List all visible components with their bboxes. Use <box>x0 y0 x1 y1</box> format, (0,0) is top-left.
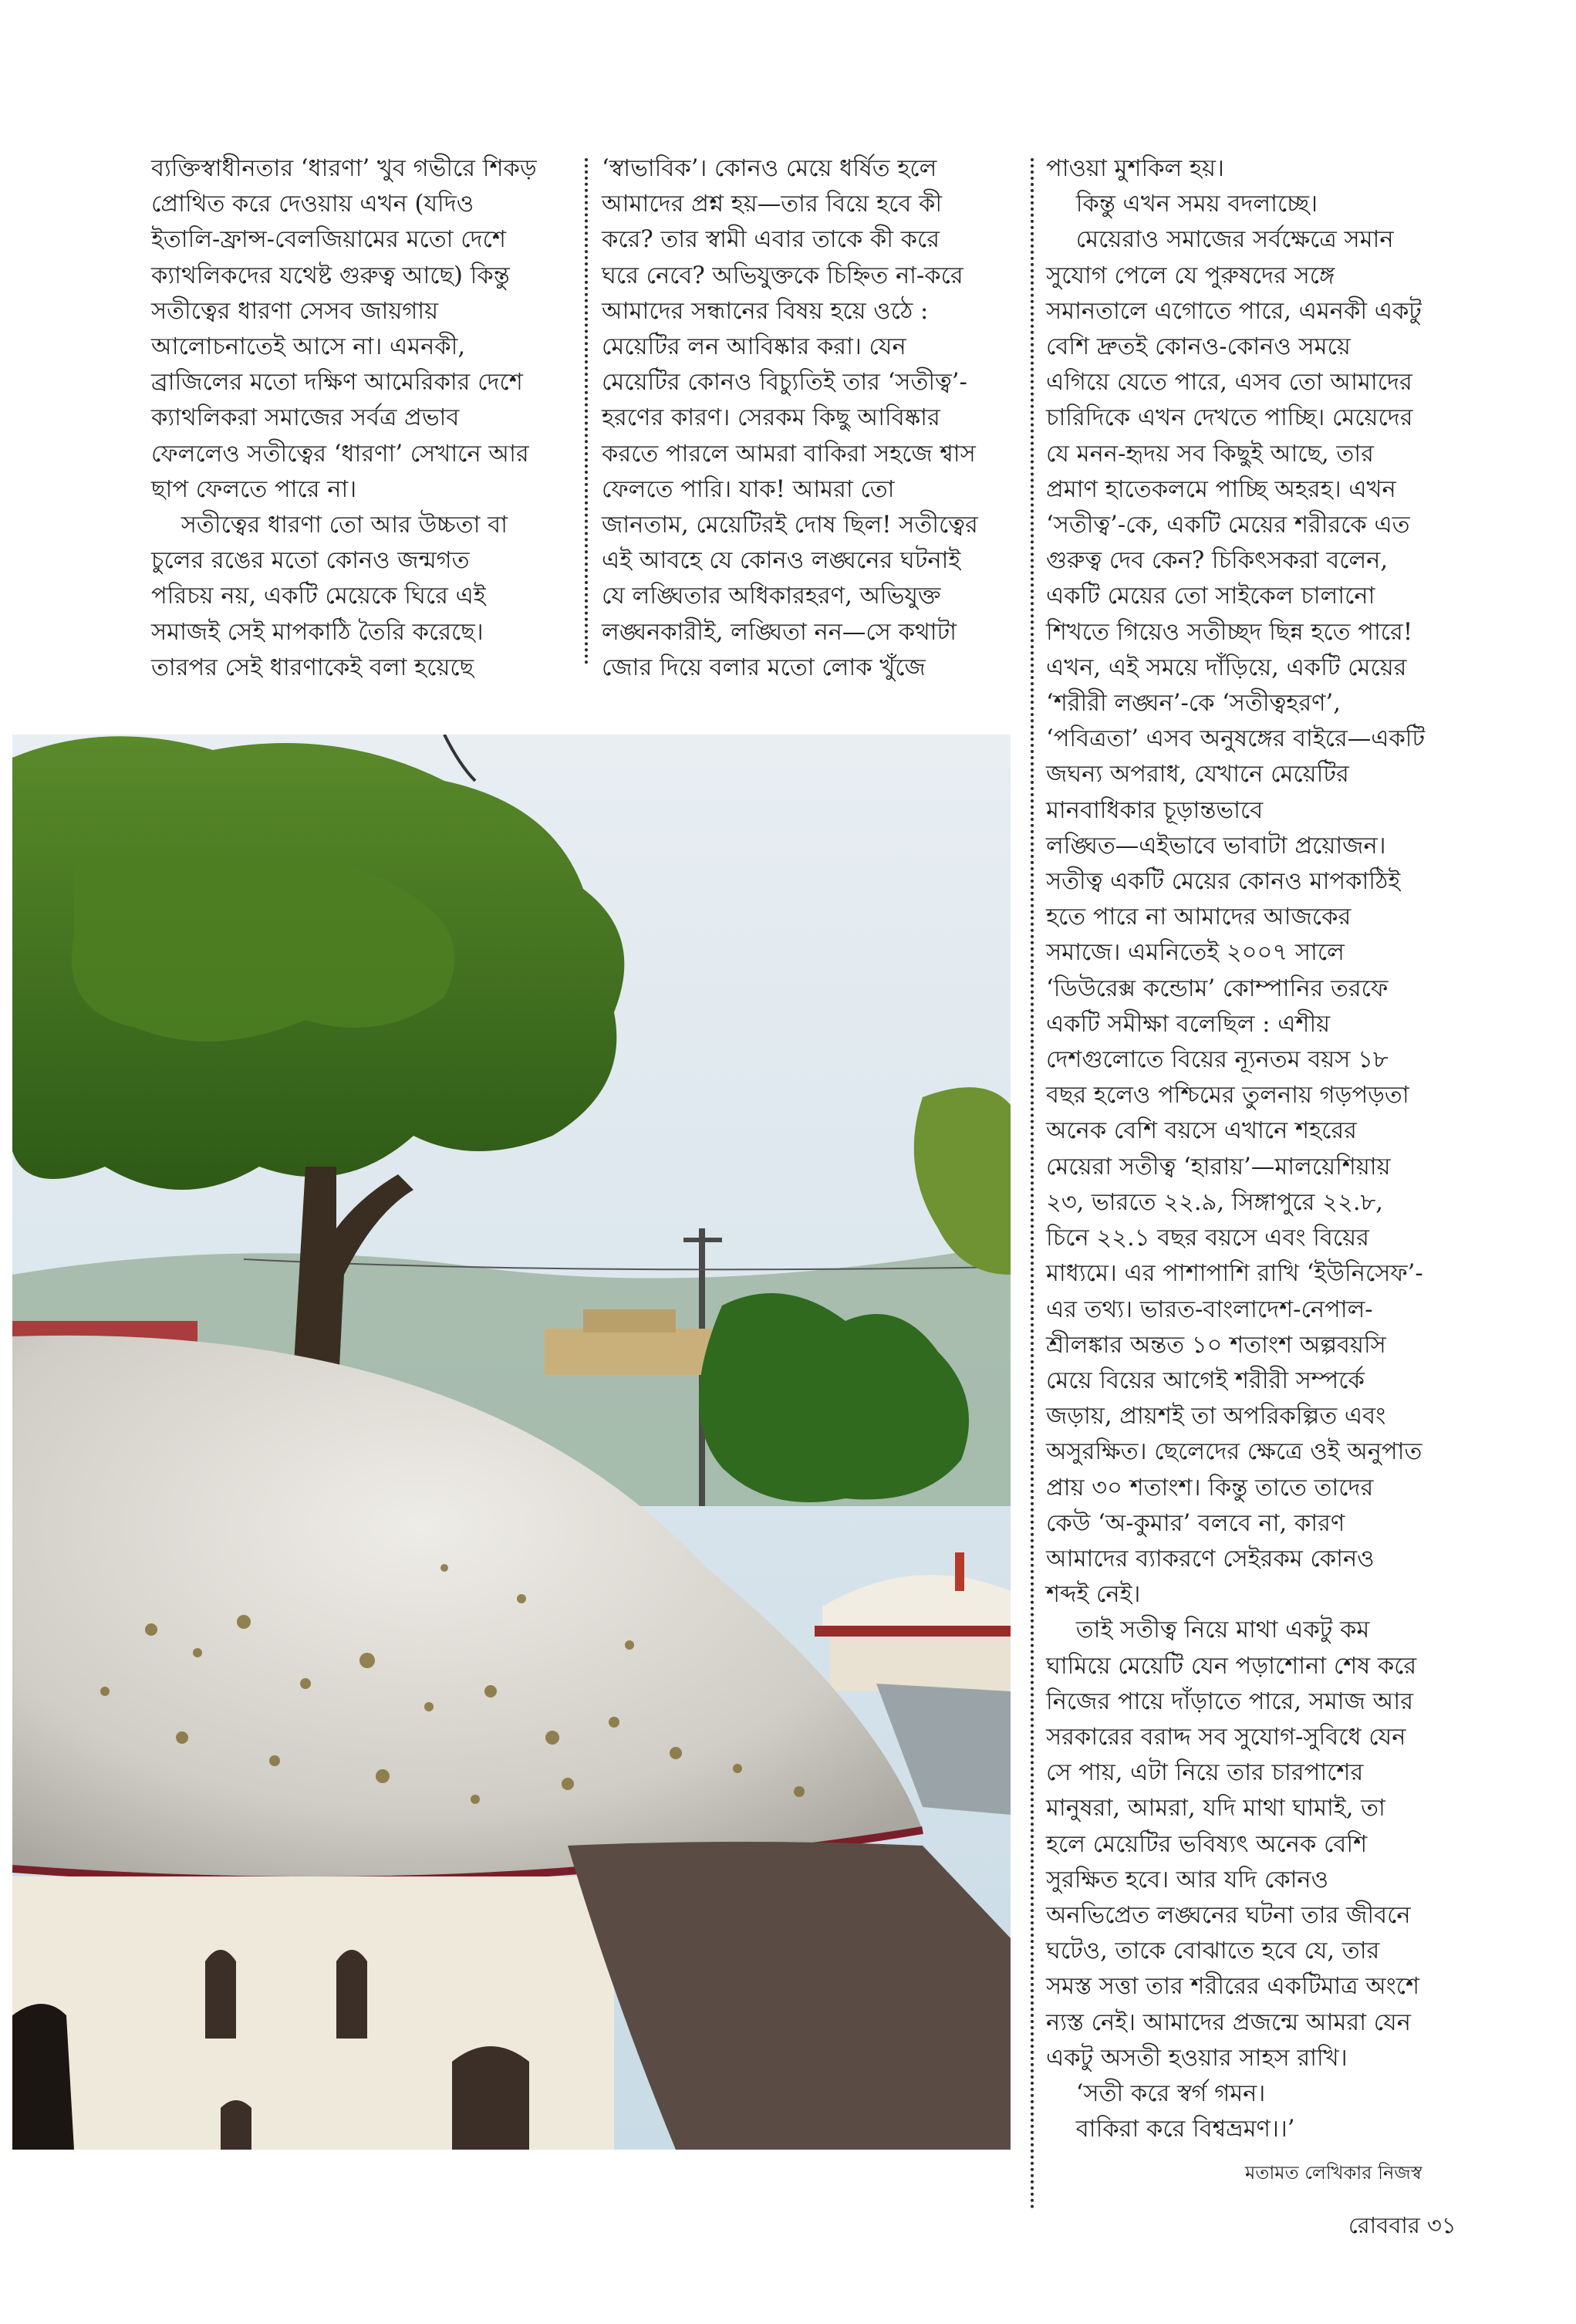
text-line: চিনে ২২.১ বছর বয়সে এবং বিয়ের <box>1046 1224 1369 1252</box>
article-column-3 <box>1046 151 1478 2147</box>
article-column-2 <box>602 151 1030 686</box>
text-line: ব্যক্তিস্বাধীনতার ‘ধারণা’ খুব গভীরে শিকড় <box>151 155 537 182</box>
text-line: মানবাধিকার চূড়ান্তভাবে <box>1046 796 1264 824</box>
text-line: হরণের কারণ। সেরকম কিছু আবিষ্কার <box>602 404 940 432</box>
text-line: আমাদের সন্ধানের বিষয় হয়ে ওঠে : <box>602 297 929 325</box>
text-line: মেয়েটির কোনও বিচ্যুতিই তার ‘সতীত্ব’- <box>602 369 967 397</box>
temple-photo <box>12 735 1011 2150</box>
text-line: এগিয়ে যেতে পারে, এসব তো আমাদের <box>1046 369 1412 397</box>
text-line: মেয়েরা সতীত্ব ‘হারায়’—মালয়েশিয়ায় <box>1046 1153 1391 1181</box>
text-line: ন্যস্ত নেই। আমাদের প্রজন্মে আমরা যেন <box>1046 2008 1411 2036</box>
text-line: শ্রীলঙ্কার অন্তত ১০ শতাংশ অল্পবয়সি <box>1046 1331 1386 1359</box>
page-folio: রোববার ৩১ <box>1348 2212 1456 2238</box>
text-line: সুরক্ষিত হবে। আর যদি কোনও <box>1046 1866 1329 1893</box>
text-line: ছাপ ফেলতে পারে না। <box>151 475 357 503</box>
text-line: মেয়েরাও সমাজের সর্বক্ষেত্রে সমান <box>1046 226 1394 254</box>
text-line: বছর হলেও পশ্চিমের তুলনায় গড়পড়তা <box>1046 1082 1409 1110</box>
text-line: এই আবহে যে কোনও লঙ্ঘনের ঘটনাই <box>602 547 961 575</box>
text-line: ‘সতীত্ব’-কে, একটি মেয়ের শরীরকে এত <box>1046 512 1410 539</box>
text-line: ক্যাথলিকরা সমাজের সর্বত্র প্রভাব <box>151 404 460 432</box>
text-line: ঘামিয়ে মেয়েটি যেন পড়াশোনা শেষ করে <box>1046 1652 1417 1680</box>
text-line: জড়ায়, প্রায়শই তা অপরিকল্পিত এবং <box>1046 1403 1386 1431</box>
text-line: সতীত্বের ধারণা তো আর উচ্চতা বা <box>151 512 508 539</box>
text-line: তাই সতীত্ব নিয়ে মাথা একটু কম <box>1046 1616 1370 1644</box>
text-line: করে? তার স্বামী এবার তাকে কী করে <box>602 226 940 254</box>
text-line: যে লঙ্ঘিতার অধিকারহরণ, অভিযুক্ত <box>602 583 941 610</box>
text-line: প্রায় ৩০ শতাংশ। কিন্তু তাতে তাদের <box>1046 1474 1374 1501</box>
text-line: তারপর সেই ধারণাকেই বলা হয়েছে <box>151 654 474 681</box>
text-line: আমাদের ব্যাকরণে সেইরকম কোনও <box>1046 1545 1375 1572</box>
text-line: প্রমাণ হাতেকলমে পাচ্ছি অহরহ। এখন <box>1046 475 1396 503</box>
text-line: মেয়েটির লন আবিষ্কার করা। যেন <box>602 333 906 361</box>
text-line: অনেক বেশি বয়সে এখানে শহরের <box>1046 1117 1357 1145</box>
text-line: সমানতালে এগোতে পারে, এমনকী একটু <box>1046 297 1422 325</box>
text-line: ঘরে নেবে? অভিযুক্তকে চিহ্নিত না-করে <box>602 262 963 289</box>
text-line: আমাদের প্রশ্ন হয়—তার বিয়ে হবে কী <box>602 191 943 218</box>
text-line: আলোচনাতেই আসে না। এমনকী, <box>151 333 466 361</box>
text-line: মানুষরা, আমরা, যদি মাথা ঘামাই, তা <box>1046 1795 1385 1822</box>
text-line: জোর দিয়ে বলার মতো লোক খুঁজে <box>602 654 926 681</box>
text-line: অসুরক্ষিত। ছেলেদের ক্ষেত্রে ওই অনুপাত <box>1046 1438 1422 1466</box>
text-line: জানতাম, মেয়েটিরই দোষ ছিল! সতীত্বের <box>602 512 978 539</box>
text-line: ফেললেও সতীত্বের ‘ধারণা’ সেখানে আর <box>151 440 529 468</box>
text-line: বেশি দ্রুতই কোনও-কোনও সময়ে <box>1046 333 1351 361</box>
text-line: বাকিরা করে বিশ্বভ্রমণ।।’ <box>1046 2116 1295 2143</box>
text-line: ‘পবিত্রতা’ এসব অনুষঙ্গের বাইরে—একটি <box>1046 725 1426 753</box>
text-line: দেশগুলোতে বিয়ের ন্যূনতম বয়স ১৮ <box>1046 1046 1389 1074</box>
text-line: ক্যাথলিকদের যথেষ্ট গুরুত্ব আছে) কিন্তু <box>151 262 510 289</box>
text-line: ব্রাজিলের মতো দক্ষিণ আমেরিকার দেশে <box>151 369 523 397</box>
text-line: শব্দই নেই। <box>1046 1581 1141 1609</box>
text-line: প্রোথিত করে দেওয়ায় এখন (যদিও <box>151 191 474 218</box>
text-line: সে পায়, এটা নিয়ে তার চারপাশের <box>1046 1759 1364 1787</box>
text-line: একটি সমীক্ষা বলেছিল : এশীয় <box>1046 1010 1331 1038</box>
text-line: ‘সতী করে স্বর্গ গমন। <box>1046 2079 1266 2107</box>
text-line: হলে মেয়েটির ভবিষ্যৎ অনেক বেশি <box>1046 1830 1368 1858</box>
text-line: যে মনন-হৃদয় সব কিছুই আছে, তার <box>1046 440 1374 468</box>
text-line: সমাজে। এমনিতেই ২০০৭ সালে <box>1046 939 1345 967</box>
text-line: কেউ ‘অ-কুমার’ বলবে না, কারণ <box>1046 1509 1345 1537</box>
text-line: ‘স্বাভাবিক’। কোনও মেয়ে ধর্ষিত হলে <box>602 155 937 182</box>
text-line: ফেলতে পারি। যাক! আমরা তো <box>602 475 895 503</box>
text-line: চারিদিকে এখন দেখতে পাচ্ছি। মেয়েদের <box>1046 404 1413 432</box>
text-line: কিন্তু এখন সময় বদলাচ্ছে। <box>1046 191 1318 218</box>
text-line: নিজের পায়ে দাঁড়াতে পারে, সমাজ আর <box>1046 1687 1413 1715</box>
text-line: লঙ্ঘিত—এইভাবে ভাবাটা প্রয়োজন। <box>1046 832 1386 860</box>
text-line: চুলের রঙের মতো কোনও জন্মগত <box>151 547 470 575</box>
text-line: সমস্ত সত্তা তার শরীরের একটিমাত্র অংশে <box>1046 1973 1420 2001</box>
text-line: সমাজই সেই মাপকাঠি তৈরি করেছে। <box>151 618 484 646</box>
text-line: সতীত্ব একটি মেয়ের কোনও মাপকাঠিই <box>1046 868 1401 896</box>
text-line: ২৩, ভারতে ২২.৯, সিঙ্গাপুরে ২২.৮, <box>1046 1188 1383 1216</box>
text-line: মাধ্যমে। এর পাশাপাশি রাখি ‘ইউনিসেফ’- <box>1046 1260 1423 1288</box>
text-line: একটি মেয়ের তো সাইকেল চালানো <box>1046 583 1375 610</box>
text-line: একটু অসতী হওয়ার সাহস রাখি। <box>1046 2044 1348 2072</box>
column-divider <box>1031 158 1034 2211</box>
column-divider <box>585 158 588 664</box>
text-line: ‘শরীরী লঙ্ঘন’-কে ‘সতীত্বহরণ’, <box>1046 690 1341 718</box>
text-line: করতে পারলে আমরা বাকিরা সহজে শ্বাস <box>602 440 976 468</box>
text-line: পরিচয় নয়, একটি মেয়েকে ঘিরে এই <box>151 583 486 610</box>
text-line: ইতালি-ফ্রান্স-বেলজিয়ামের মতো দেশে <box>151 226 506 254</box>
text-line: শিখতে গিয়েও সতীচ্ছদ ছিন্ন হতে পারে! <box>1046 618 1413 646</box>
text-line: এর তথ্য। ভারত-বাংলাদেশ-নেপাল- <box>1046 1295 1373 1323</box>
text-line: সতীত্বের ধারণা সেসব জায়গায় <box>151 297 439 325</box>
text-line: গুরুত্ব দেব কেন? চিকিৎসকরা বলেন, <box>1046 547 1389 575</box>
text-line: জঘন্য অপরাধ, যেখানে মেয়েটির <box>1046 761 1349 789</box>
text-line: সরকারের বরাদ্দ সব সুযোগ-সুবিধে যেন <box>1046 1723 1406 1751</box>
text-line: পাওয়া মুশকিল হয়। <box>1046 155 1224 182</box>
opinion-disclaimer: মতামত লেখিকার নিজস্ব <box>1245 2162 1422 2184</box>
article-column-1 <box>151 151 568 686</box>
text-line: অনভিপ্রেত লঙ্ঘনের ঘটনা তার জীবনে <box>1046 1901 1411 1929</box>
text-line: হতে পারে না আমাদের আজকের <box>1046 904 1352 931</box>
text-line: সুযোগ পেলে যে পুরুষদের সঙ্গে <box>1046 262 1335 289</box>
text-line: ঘটেও, তাকে বোঝাতে হবে যে, তার <box>1046 1937 1380 1965</box>
text-line: লঙ্ঘনকারীই, লঙ্ঘিতা নন—সে কথাটা <box>602 618 957 646</box>
text-line: ‘ডিউরেক্স কন্ডোম’ কোম্পানির তরফে <box>1046 975 1389 1002</box>
text-line: এখন, এই সময়ে দাঁড়িয়ে, একটি মেয়ের <box>1046 654 1407 681</box>
text-line: মেয়ে বিয়ের আগেই শরীরী সম্পর্কে <box>1046 1366 1365 1394</box>
